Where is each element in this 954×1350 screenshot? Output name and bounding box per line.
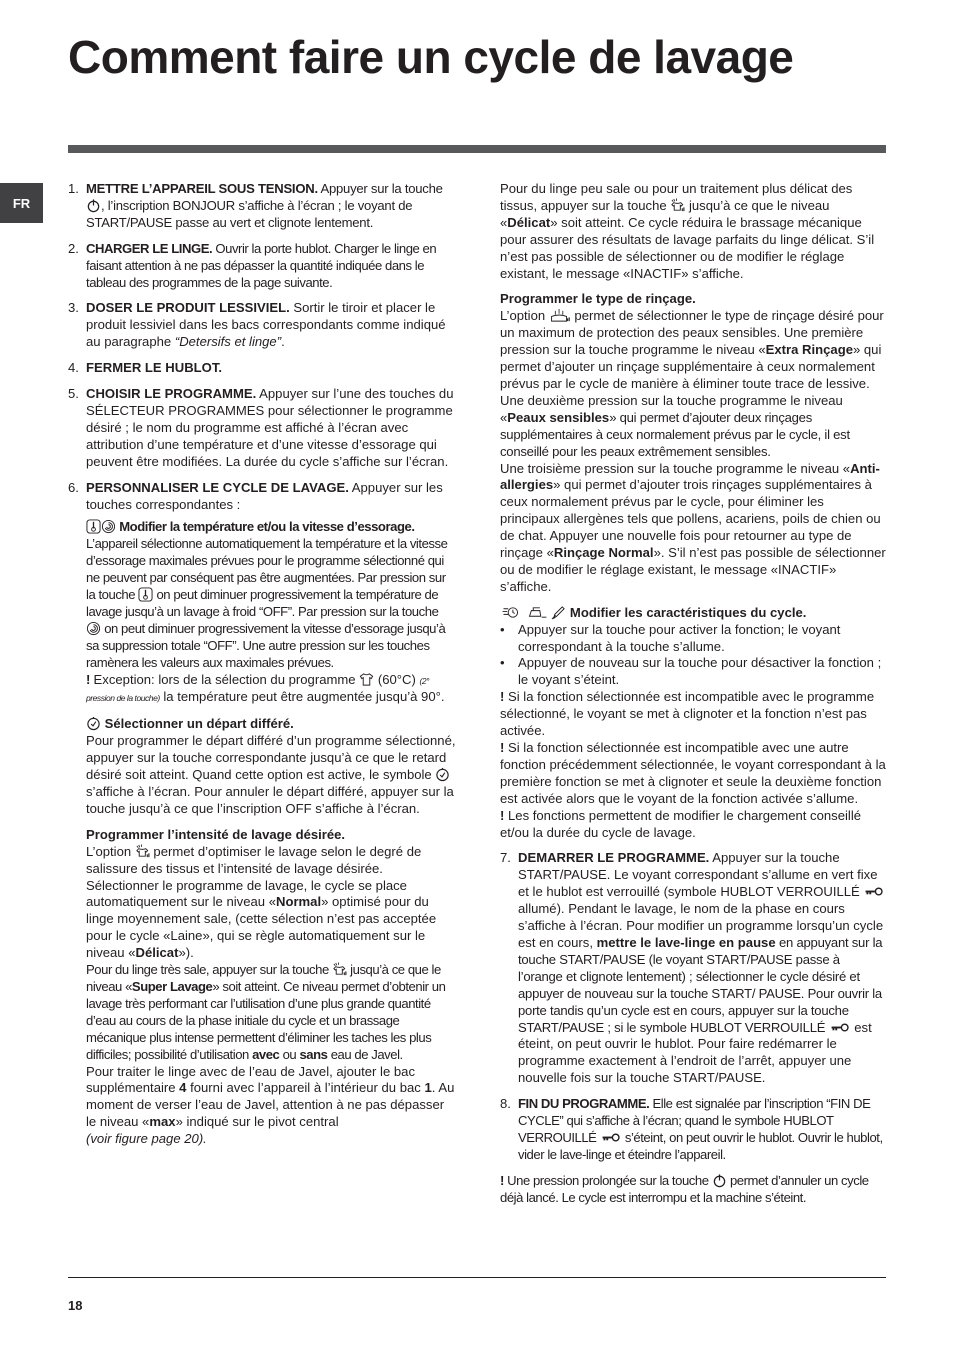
step-heading: PERSONNALISER LE CYCLE DE LAVAGE. xyxy=(86,479,349,495)
cotton-shirt-icon xyxy=(359,672,374,687)
step-heading: CHOISIR LE PROGRAMME. xyxy=(86,386,257,402)
door-lock-key-icon xyxy=(829,1020,851,1035)
thermometer-icon xyxy=(138,587,153,602)
iron-icon xyxy=(526,605,548,620)
step-4: 4. FERMER LE HUBLOT. xyxy=(68,360,223,376)
step-heading: DEMARRER LE PROGRAMME. xyxy=(518,850,710,866)
fast-wash-icon xyxy=(500,605,522,620)
rinse-icon xyxy=(549,308,571,323)
language-tab: FR xyxy=(0,183,43,223)
cycle-features-section: Modifier les caractéristiques du cycle. • Appuyer sur la touche pour activer la fonction; le voyant correspondant à la touche s’allume. • Appuyer de nouveau sur la touche pour désactiver la fonction ; le voyant s’éteint. ! Si la fonction sélectionnée est incompatible avec le programme sélectionné, le voyant se met à clignoter et la fonction n’est pas activée. ! Si la fonction sélectionnée est incompatible avec une autre fonction précédemment sélectionnée, le voyant correspondant à la première fonction se met à clignoter et seule la deuxième fonction est activée alors que le voyant de la fonction activée s’allume. ! Les fonctions permettent de modifier le chargement conseillé et/ou la durée du cycle de lavage. xyxy=(500,604,886,840)
list-item: • Appuyer sur la touche pour activer la fonction; le voyant correspondant à la touche s’allume. xyxy=(500,621,841,654)
wash-intensity-section: Programmer l’intensité de lavage désirée. L’option permet d’optimiser le lavage selon le degré de salissure des tissus et l’intensité de lavage désirée. Sélectionner le programme de lavage, le cycle se place automatiquement sur le niveau «Normal» optimisé pour du linge moyennement sale, (cette sélection n’est pas acceptée pour le cycle «Laine», qui se règle automatiquement sur le niveau «Délicat»). Pour du linge très sale, appuyer sur la touche jusqu’à ce que le niveau «Super Lavage» soit atteint. Ce niveau permet d’obtenir un lavage très performant car l’utilisation d’une plus grande quantité d’eau au cours de la phase initiale du cycle et un brassage mécanique plus intense permettent d’éliminer les taches les plus difficiles; possibilité d’utilisation avec ou sans eau de Javel. Pour traiter le linge avec de l’eau de Javel, ajouter le bac supplémentaire 4 fourni avec l’appareil à l’intérieur du bac 1. Au moment de verser l’eau de Javel, attention à ne pas dépasser le niveau «max» indiqué sur le pivot central (voir figure page 20). xyxy=(86,826,455,1147)
title-rule xyxy=(68,145,886,153)
wash-intensity-icon xyxy=(135,844,150,859)
delay-timer-icon xyxy=(86,716,101,731)
section-heading: Modifier les caractéristiques du cycle. xyxy=(569,604,807,620)
section-heading: Programmer le type de rinçage. xyxy=(500,291,696,307)
power-icon xyxy=(712,1173,727,1188)
stain-pen-icon xyxy=(551,605,566,620)
door-lock-key-icon xyxy=(600,1130,622,1145)
cancel-note: ! Une pression prolongée sur la touche permet d’annuler un cycle déjà lancé. Le cycle est interrompu et la machine s’éteint. xyxy=(500,1172,869,1205)
step-1: 1. METTRE L’APPAREIL SOUS TENSION. Appuyer sur la touche , l’inscription BONJOUR s’affiche à l’écran ; le voyant de START/PAUSE passe au vert et clignote lentement. xyxy=(68,181,443,230)
power-icon xyxy=(86,198,101,213)
step-2: 2. CHARGER LE LINGE. Ouvrir la porte hublot. Charger le linge en faisant attention à ne pas dépasser la quantité indiquée dans le tableau des programmes de la page suivante. xyxy=(68,240,437,290)
section-heading: Sélectionner un départ différé. xyxy=(104,716,294,732)
thermometer-icon xyxy=(86,519,101,534)
step-heading: CHARGER LE LINGE. xyxy=(86,240,213,256)
list-item: • Appuyer de nouveau sur la touche pour désactiver la fonction ; le voyant s’éteint. xyxy=(500,655,882,688)
spin-icon xyxy=(86,621,101,636)
footer-rule xyxy=(68,1277,886,1278)
step-6: 6. PERSONNALISER LE CYCLE DE LAVAGE. Appuyer sur les touches correspondantes : xyxy=(68,479,443,512)
left-column xyxy=(68,181,456,1157)
rinse-section: Programmer le type de rinçage. L’option permet de sélectionner le type de rinçage désiré pour un maximum de protection des peaux sensibles. Une première pression sur la touche programme le niveau «Extra Rinçage» qui permet d’ajouter un rinçage supplémentaire à ceux normalement prévus par le cycle de manière à éliminer toute trace de lessive. Une deuxième pression sur la touche programme le niveau «Peaux sensibles» qui permet d’ajouter deux rinçages supplémentaires à ceux normalement prévus par le cycle, il est conseillé pour les peaux extrêmement sensibles. Une troisième pression sur la touche programme le niveau «Anti-allergies» qui permet d’ajouter trois rinçages supplémentaires à ceux normalement prévus par le cycle, pour éliminer les principaux allergènes tels que pollens, acariens, poils de chien ou de chat. Appuyer une nouvelle fois pour retourner au type de rinçage «Rinçage Normal». S’il n’est pas possible de sélectionner ou de modifier le réglage existant, le message «INACTIF» s’affiche. xyxy=(500,291,886,594)
section-heading: Modifier la température et/ou la vitesse d’essorage. xyxy=(119,519,415,535)
delicate-section: Pour du linge peu sale ou pour un traitement plus délicat des tissus, appuyer sur la touche jusqu’à ce que le niveau «Délicat» soit atteint. Ce cycle réduira le brassage mécanique pour assurer des résultats de lavage parfaits du linge délicat. S’il n’est pas possible de sélectionner ou de modifier le réglage existant, le message «INACTIF» s’affiche. xyxy=(500,181,875,281)
page-title: Comment faire un cycle de lavage xyxy=(68,31,794,83)
delay-start-section: Sélectionner un départ différé. Pour programmer le départ différé d’un programme sélectionné, appuyer sur la touche correspondante jusqu’à ce que le retard désiré soit atteint. Quand cette option est active, le symbole s’affiche à l’écran. Pour annuler le départ différé, appuyer sur la touche jusqu’à ce que l’inscription OFF s’affiche à l’écran. xyxy=(86,716,456,816)
right-column xyxy=(500,181,886,1216)
step-3: 3. DOSER LE PRODUIT LESSIVIEL. Sortir le tiroir et placer le produit lessiviel dans les bacs correspondants comme indiqué au paragraphe “Detersifs et linge”. xyxy=(68,300,446,350)
step-heading: DOSER LE PRODUIT LESSIVIEL. xyxy=(86,300,290,316)
step-heading: METTRE L’APPAREIL SOUS TENSION. xyxy=(86,181,318,196)
page-number: 18 xyxy=(68,1298,83,1313)
wash-intensity-icon xyxy=(670,198,685,213)
spin-icon xyxy=(101,519,116,534)
delay-timer-icon xyxy=(435,767,450,782)
step-8: 8. FIN DU PROGRAMME. Elle est signalée par l’inscription “FIN DE CYCLE” qui s’affiche à l’écran; quand le symbole HUBLOT VERROUILLÉ s’éteint, on peut ouvrir le hublot. Ouvrir le hublot, vider le lave-linge et éteindre l’appareil. xyxy=(500,1096,883,1162)
step-heading: FIN DU PROGRAMME. xyxy=(518,1096,650,1112)
step-5: 5. CHOISIR LE PROGRAMME. Appuyer sur l’une des touches du SÉLECTEUR PROGRAMMES pour sélectionner le programme désiré ; le nom du programme est affiché à l’écran avec attribution d’une température et d’une vitesse d’essorage qui peuvent être modifiées. La durée du cycle s’affiche sur l’écran. xyxy=(68,386,454,469)
wash-intensity-icon xyxy=(332,962,347,977)
door-lock-key-icon xyxy=(863,884,885,899)
step-heading: FERMER LE HUBLOT. xyxy=(86,360,223,376)
step-7: 7. DEMARRER LE PROGRAMME. Appuyer sur la touche START/PAUSE. Le voyant correspondant s’allume en vert fixe et le hublot est verrouillé (symbole HUBLOT VERROUILLÉ allumé). Pendant le lavage, le nom de la phase en cours s’affiche à l’écran. Pour modifier un programme lorsqu’un cycle est en cours, mettre le lave-linge en pause en appuyant sur la touche START/PAUSE (le voyant START/PAUSE passe à l’orange et clignote lentement) ; sélectionner le cycle désiré et appuyer de nouveau sur la touche START/ PAUSE. Pour ouvrir la porte tandis qu’un cycle est en cours, appuyer sur la touche START/PAUSE ; si le symbole HUBLOT VERROUILLÉ est éteint, on peut ouvrir le hublot. Pour faire redémarrer le programme exactement à l’endroit de l’arrêt, appuyer une nouvelle fois sur la touche START/PAUSE. xyxy=(500,850,886,1087)
temperature-spin-section: Modifier la température et/ou la vitesse d’essorage. L’appareil sélectionne automatiquement la température et la vitesse d’essorage maximales prévues pour le programme sélectionné qui ne peuvent par conséquent pas être augmentées. Par pression sur la touche on peut diminuer progressivement la température de lavage jusqu’à un lavage à froid “OFF”. Par pression sur la touche on peut diminuer progressivement la vitesse d’essorage jusqu’à sa suppression totale “OFF”. Une autre pression sur les touches ramènera les valeurs aux maximales prévues. ! Exception: lors de la sélection du programme (60°C) (2° pression de la touche) la température peut être augmentée jusqu’à 90°. xyxy=(86,519,448,705)
section-heading: Programmer l’intensité de lavage désirée. xyxy=(86,826,346,842)
